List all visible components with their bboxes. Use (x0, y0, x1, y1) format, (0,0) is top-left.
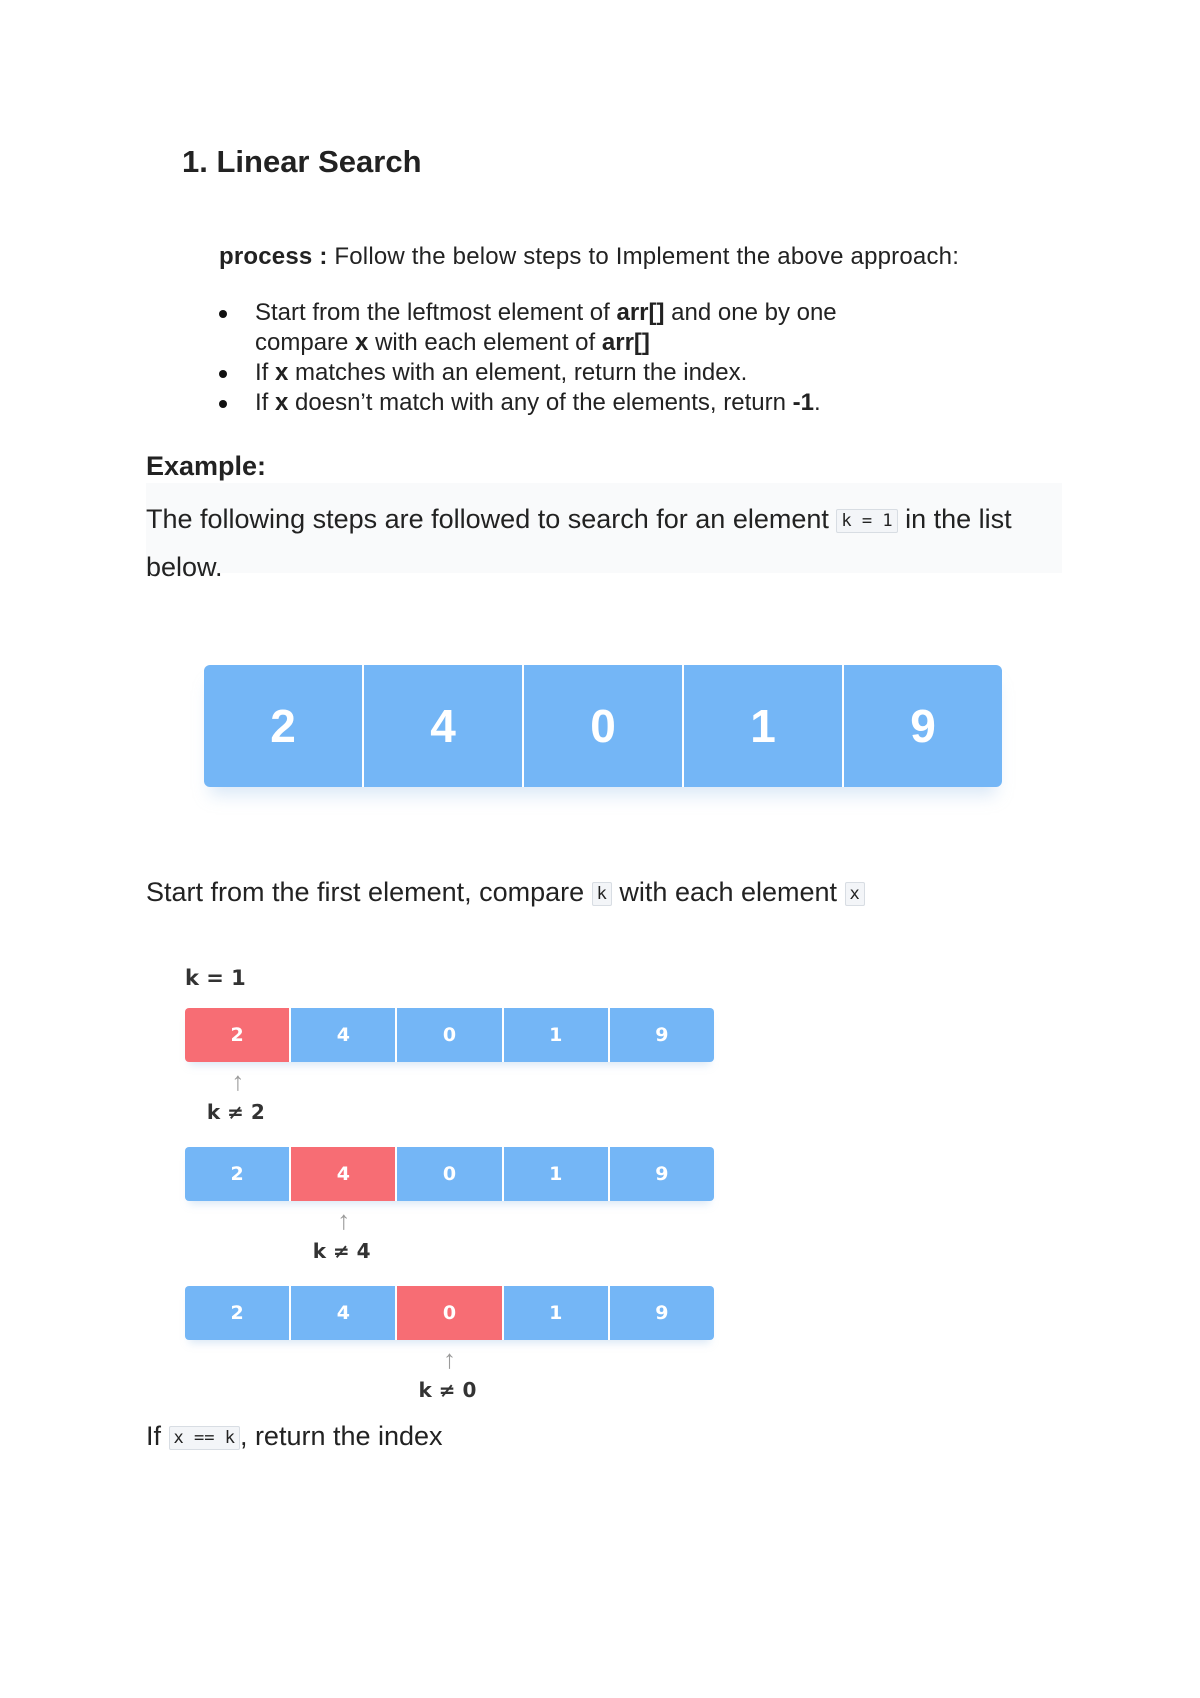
up-arrow-icon: ↑ (337, 1205, 351, 1235)
section-heading: 1. Linear Search (182, 144, 422, 179)
start-instruction: Start from the first element, compare k with each element x (146, 877, 865, 908)
array-cell: 4 (364, 665, 524, 787)
process-label: process : (219, 243, 328, 270)
array-cell: 2 (185, 1147, 291, 1201)
up-arrow-icon: ↑ (231, 1066, 245, 1096)
search-step-array (185, 1286, 714, 1340)
array-cell: 9 (844, 665, 1002, 787)
array-cell: 1 (504, 1008, 610, 1062)
if-return-text: If x == k , return the index (146, 1421, 443, 1451)
array-cell: 1 (504, 1286, 610, 1340)
comparison-label: k ≠ 4 (312, 1239, 371, 1263)
array-diagram (204, 665, 1002, 787)
array-cell: 4 (291, 1008, 397, 1062)
array-cell: 0 (524, 665, 684, 787)
array-cell-compared: 0 (397, 1286, 503, 1340)
array-cell: 1 (684, 665, 844, 787)
array-cell: 9 (610, 1286, 714, 1340)
example-title: Example: (146, 451, 267, 481)
array-cell-compared: 2 (185, 1008, 291, 1062)
array-cell-compared: 4 (291, 1147, 397, 1201)
k-value-label: k = 1 (185, 966, 246, 990)
array-cell: 9 (610, 1147, 714, 1201)
process-line (219, 243, 959, 271)
search-step-array (185, 1147, 714, 1201)
array-cell: 1 (504, 1147, 610, 1201)
array-cell: 4 (291, 1286, 397, 1340)
array-cell: 2 (204, 665, 364, 787)
code-x: x (845, 882, 865, 906)
code-x-equals-k: x == k (169, 1426, 240, 1450)
array-cell: 0 (397, 1008, 503, 1062)
code-k-equals-1: k = 1 (836, 509, 897, 533)
comparison-label: k ≠ 2 (206, 1100, 265, 1124)
list-item: Start from the leftmost element of arr[] and one by one compare x with each element of arr[] (219, 298, 837, 358)
search-step-array (185, 1008, 714, 1062)
array-cell: 0 (397, 1147, 503, 1201)
up-arrow-icon: ↑ (443, 1344, 456, 1374)
array-cell: 9 (610, 1008, 714, 1062)
list-item: If x doesn’t match with any of the elements, return -1. (219, 388, 837, 418)
code-k: k (592, 882, 612, 906)
array-cell: 2 (185, 1286, 291, 1340)
steps-list (219, 298, 837, 418)
example-text: The following steps are followed to search for an element k = 1 in the list below. (146, 504, 1012, 582)
list-item: If x matches with an element, return the index. (219, 358, 837, 388)
process-text: Follow the below steps to Implement the above approach: (334, 243, 960, 270)
comparison-label: k ≠ 0 (418, 1378, 477, 1402)
